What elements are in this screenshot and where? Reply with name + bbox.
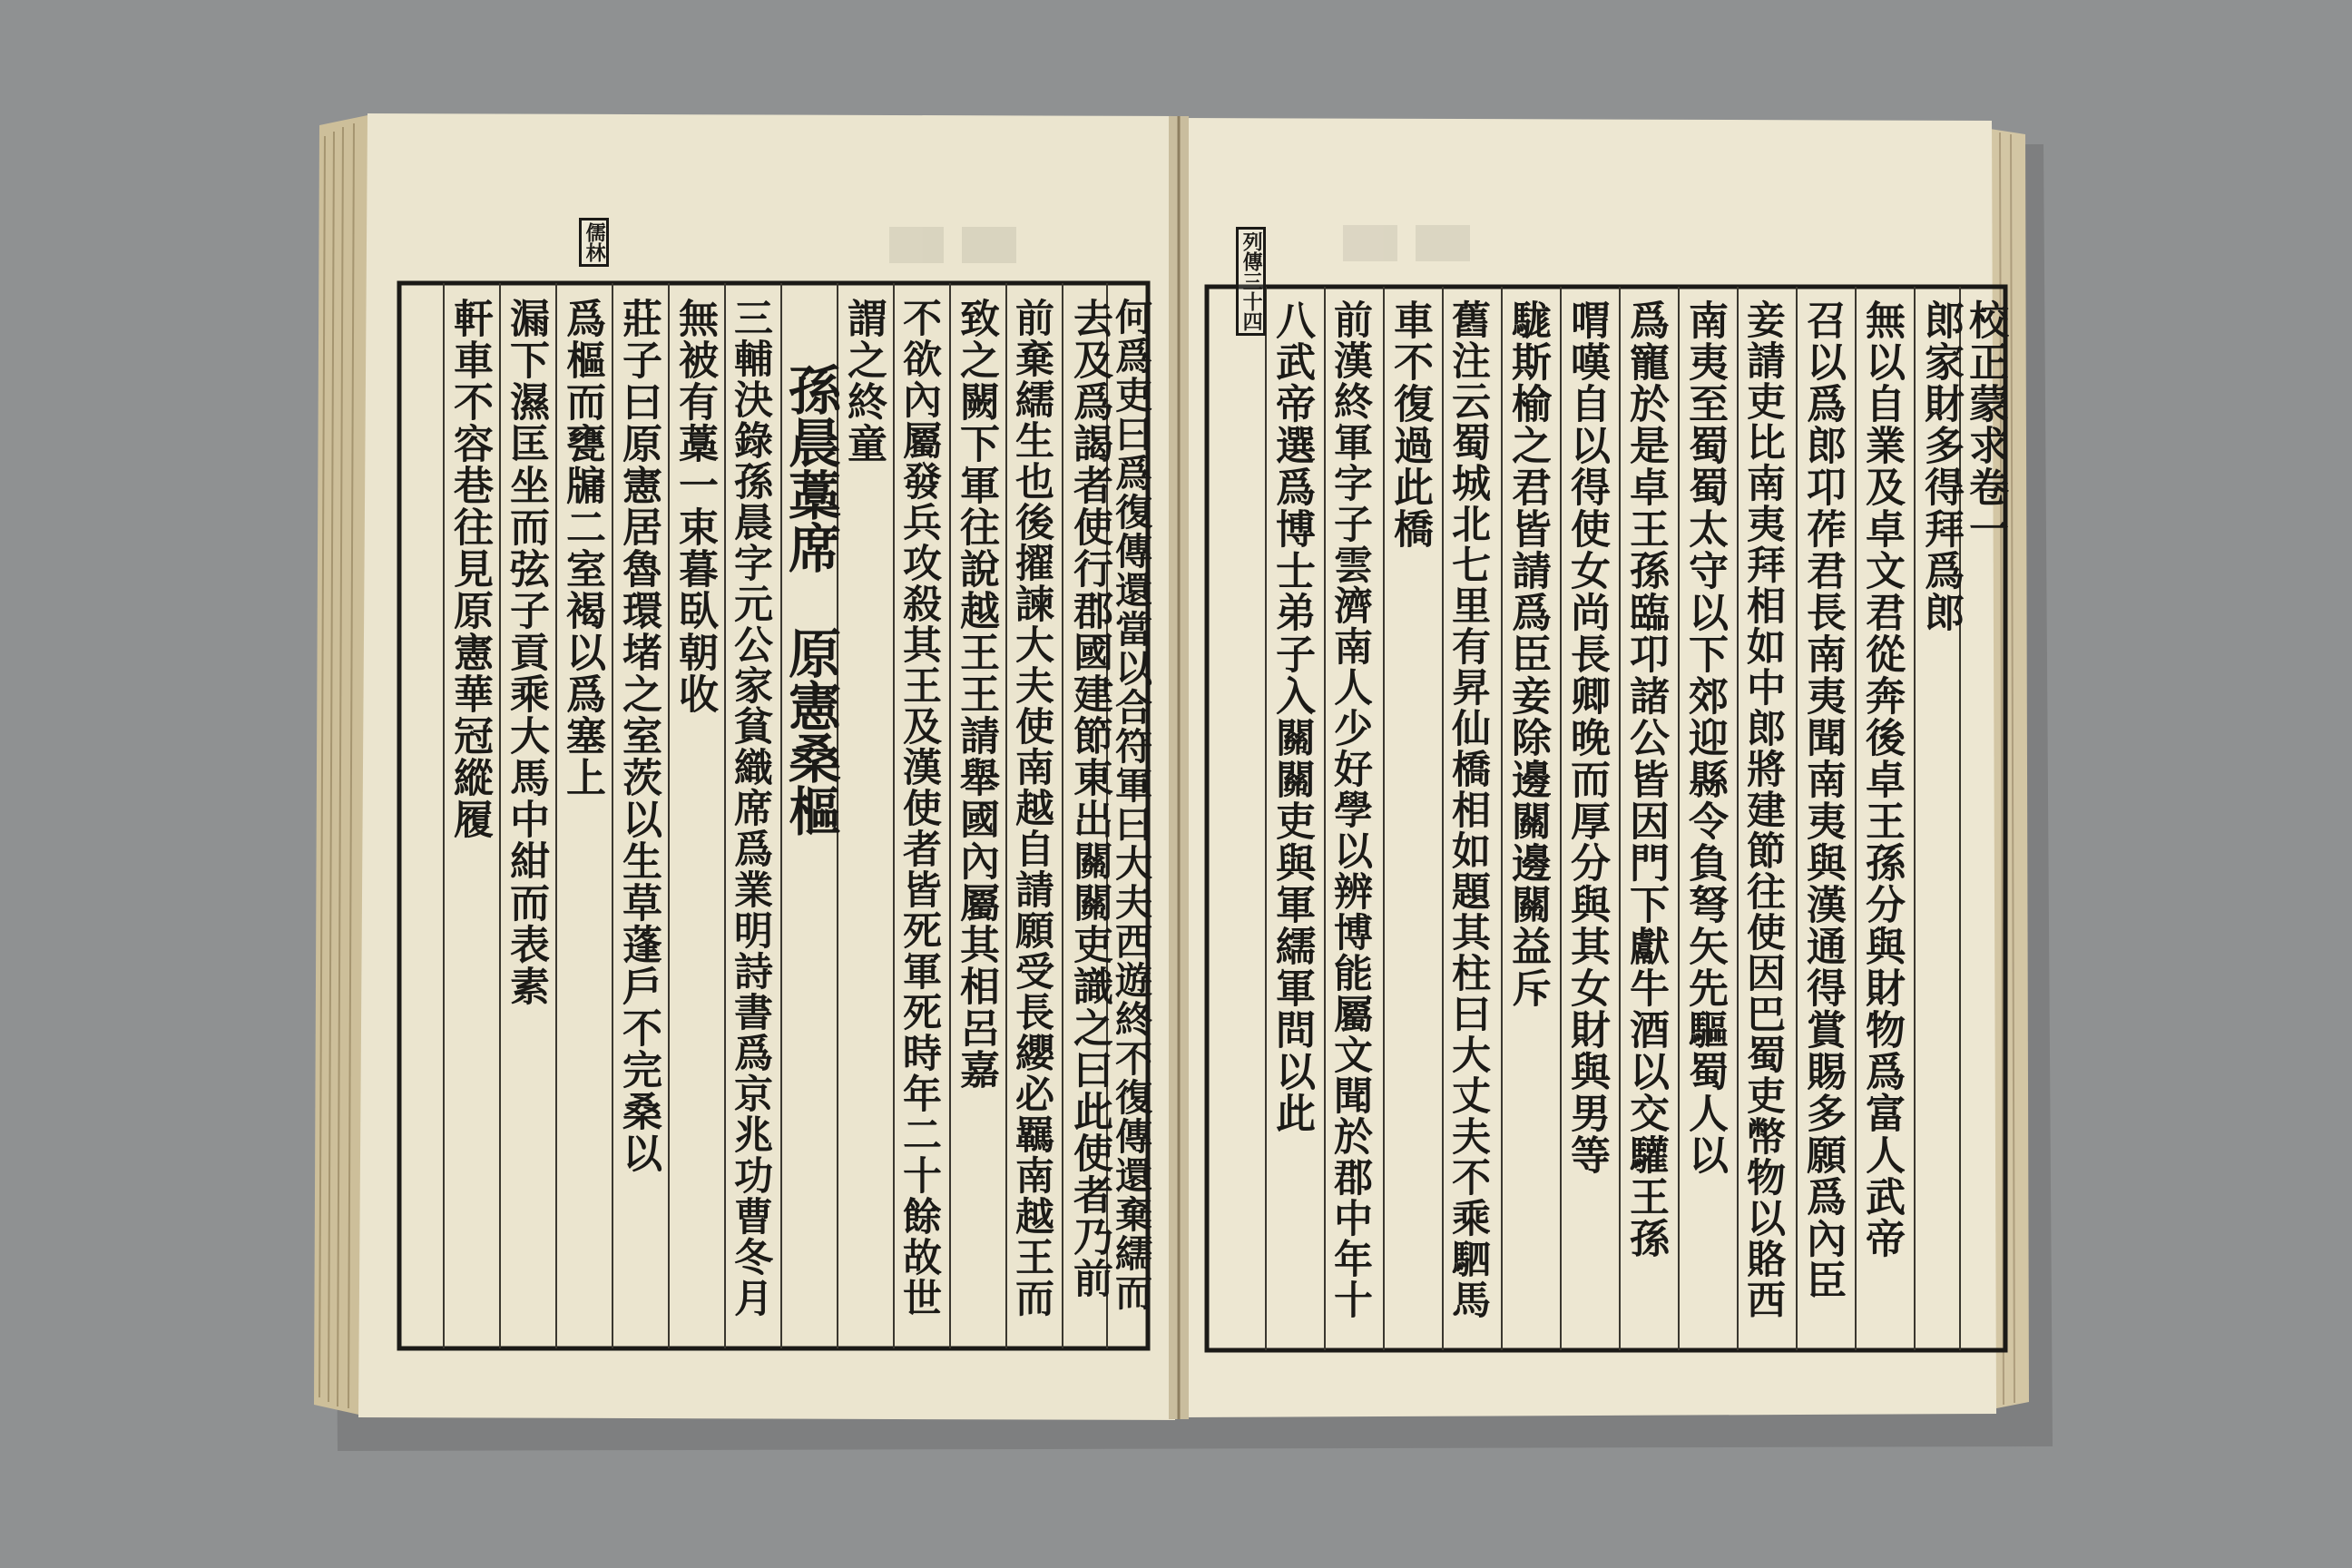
right-page-header-label: 列傳三十四 xyxy=(1236,227,1266,336)
left-column-10: 莊子曰原憲居魯環堵之室茨以生草蓬戶不完桑以 xyxy=(615,298,662,1174)
right-column-8: 喟嘆自以得使女尚長卿晚而厚分與其女財與男等 xyxy=(1563,299,1610,1176)
left-column-6: 謂之終童 xyxy=(840,298,887,465)
left-column-12: 漏下濕匡坐而弦子貢乘大馬中紺而表素 xyxy=(503,298,549,1007)
right-column-6: 南夷至蜀蜀太守以下郊迎縣令負弩矢先驅蜀人以 xyxy=(1681,299,1728,1176)
right-column-13: 八武帝選爲博士弟子入關關吏與軍繻軍問以此 xyxy=(1269,299,1315,1134)
right-column-12: 前漢終軍字子雲濟南人少好學以辨博能屬文聞於郡中年十 xyxy=(1328,299,1373,1320)
left-page-header-label: 儒林 xyxy=(579,218,609,267)
right-column-1: 校正蒙求卷一 xyxy=(1962,299,2008,550)
left-column-13: 軒車不容巷往見原憲華冠縱履 xyxy=(446,298,493,840)
right-column-10: 舊注云蜀城北七里有昇仙橋相如題其柱曰大丈夫不乘駟馬 xyxy=(1446,299,1491,1320)
left-column-11: 爲樞而甕牖二室褐以爲塞上 xyxy=(559,298,605,799)
left-column-4: 致之闕下軍往說越王王請舉國內屬其相呂嘉 xyxy=(953,298,999,1091)
right-column-7: 爲寵於是卓王孫臨卭諸公皆因門下獻牛酒以交驩王孫 xyxy=(1622,299,1669,1259)
left-column-2: 去及爲謁者使行郡國建節東出關關吏識之曰此使者乃前 xyxy=(1066,298,1112,1299)
left-column-8: 三輔決錄孫晨字元公家貧織席爲業明詩書爲京兆功曹冬月 xyxy=(728,298,773,1318)
left-section-title: 孫晨藁席 原憲桑樞 xyxy=(779,363,841,837)
right-column-4: 召以爲郎卭莋君長南夷聞南夷與漢通得賞賜多願爲內臣 xyxy=(1799,299,1846,1301)
right-column-3: 無以自業及卓文君從奔後卓王孫分與財物爲富人武帝 xyxy=(1858,299,1905,1259)
right-column-9: 駹斯榆之君皆請爲臣妾除邊關邊關益斥 xyxy=(1504,299,1551,1009)
right-column-11: 車不復過此橋 xyxy=(1387,299,1433,550)
left-column-9: 無被有藁一束暮臥朝收 xyxy=(671,298,718,715)
left-column-5: 不欲內屬發兵攻殺其王及漢使者皆死軍死時年二十餘故世 xyxy=(897,298,942,1318)
right-column-2: 郎家財多得拜爲郎 xyxy=(1917,299,1964,633)
right-column-5: 妾請吏比南夷拜相如中郎將建節往使因巴蜀吏幣物以賂西 xyxy=(1740,299,1786,1320)
left-column-1: 何爲吏曰爲復傳還當以合符軍曰大夫西遊終不復傳還棄繻而 xyxy=(1109,298,1152,1312)
left-column-3: 前棄繻生也後擢諫大夫使南越自請願受長纓必羈南越王而 xyxy=(1009,298,1054,1318)
